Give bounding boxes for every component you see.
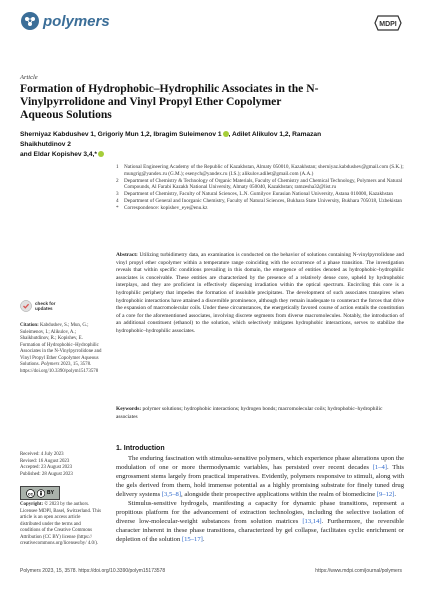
affiliation-item: 3 Department of Chemistry, Faculty of Natural Sciences, L.N. Gumilyov Eurasian National University, Astana 010000, Kazakhstan bbox=[116, 191, 394, 198]
abstract bbox=[116, 252, 404, 336]
authors-line2: and Eldar Kopishev 3,4,* bbox=[20, 151, 97, 158]
citation-link[interactable]: [3,5–8] bbox=[161, 491, 182, 498]
affiliation-item: 4 Department of General and Inorganic Chemistry, Faculty of Natural Sciences, Bukhara State University, Bukhara 705018, Uzbekistan bbox=[116, 197, 402, 204]
affiliation-item: 1 National Engineering Academy of the Republic of Kazakhstan, Almaty 050010, Kazakhstan; sherniyaz.kabdushev@gmail.com (S.K.); mungrig@yandex.ru (G.M.); esenych@yandex.ru (I.S.); alikulov.adilet@gmail.com (A.A.) bbox=[116, 164, 404, 177]
abstract-label: Abstract: bbox=[116, 252, 138, 258]
journal-logo bbox=[20, 10, 110, 32]
footer-citation: Polymers 2023, 15, 3578. https://doi.org/10.3390/polym15173578 bbox=[20, 568, 166, 574]
mdpi-logo-text: MDPI bbox=[379, 21, 397, 28]
keywords bbox=[116, 406, 404, 421]
footer-journal-url[interactable]: https://www.mdpi.com/journal/polymers bbox=[315, 568, 402, 574]
abstract-text: Utilizing turbidimetry data, an examination is conducted on the behavior of solutions containing N-vinylpyrrolidone and vinyl propyl ether copolymer within a temperature range coinciding with the occurrence of a phase transition. The investigation reveals that within specific conditions prevailing in this domain, the emergence of entities denoted as hydrophobic–hydrophilic associates is conceivable. These entities are characterized by the presence of a relatively dense core, upheld by hydrophobic interplays, and they are proficient in effectively dispersing irradiation within the optical spectrum. Encircling this core is a hydrophilic periphery that impedes the formation of insoluble precipitates. The development of such associates transpires when hydrophobic interactions have attained a discernible prominence, although they remain inadequate to counteract the forces that drive the expansion of macromolecular coils. Under these circumstances, the energetically favored course of action entails the constitution of a core for the aforementioned associates, involving discrete segments from diverse macromolecules. Notably, the introduction of an additional constituent (ethanol) to the solution, which selectively mitigates hydrophobic interactions, serves to stabilize the hydrophobic–hydrophilic associates. bbox=[116, 252, 404, 334]
authors-line1: Sherniyaz Kabdushev 1, Grigoriy Mun 1,2, Ibragim Suleimenov 1 bbox=[20, 131, 222, 138]
orcid-icon[interactable] bbox=[98, 151, 104, 157]
author-list bbox=[20, 130, 365, 160]
citation-journal: Polymers bbox=[40, 362, 60, 367]
updates-line1: check for bbox=[35, 301, 56, 306]
date-revised: Revised: 16 August 2023 bbox=[20, 458, 70, 464]
paragraph: Stimulus-sensitive hydrogels, manifesting a capacity for dynamic phase transitions, represent a propitious platform for the advancement of extraction technologies, including the selective isolation of diverse low-molecular-weight substances from solution matrices [13,14]. Furthermore, the reversible character inherent in these phase transitions, characterized by gel collapse, facilitates cyclic enrichment or depletion of the solution [15–17]. bbox=[116, 500, 404, 543]
keywords-text: polymer solutions; hydrophobic interactions; hydrogen bonds; macromolecular coils; hydrophobic–hydrophilic associates bbox=[116, 406, 383, 420]
copyright-label: Copyright: bbox=[20, 502, 44, 507]
journal-name: polymers bbox=[43, 12, 110, 30]
svg-text:cc: cc bbox=[28, 490, 34, 496]
authors-line1b: , Adilet Alikulov 1,2, Ramazan Shaikhutdinov 2 bbox=[20, 131, 322, 148]
cc-by-label: BY bbox=[47, 490, 54, 496]
check-updates-icon bbox=[20, 300, 32, 312]
article-type: Article bbox=[20, 74, 38, 81]
citation-label: Citation: bbox=[20, 323, 39, 328]
by-person-icon bbox=[37, 489, 45, 498]
correspondence: * Correspondence: kopishev_eye@enu.kz bbox=[116, 204, 208, 211]
mdpi-logo bbox=[374, 15, 402, 36]
polymers-logo-icon bbox=[20, 11, 40, 31]
copyright-notice bbox=[20, 502, 102, 548]
citation-link[interactable]: [9–12] bbox=[376, 491, 395, 498]
keywords-label: Keywords: bbox=[116, 406, 142, 412]
cc-license-badge[interactable] bbox=[20, 486, 60, 500]
section-heading: 1. Introduction bbox=[116, 445, 165, 452]
citation-text: Kabdushev, S.; Mun, G.; Suleimenov, I.; Alikulov, A.; Shaikhutdinov, R.; Kopishev, E. Formation of Hydrophobic–Hydrophilic Associates in the N-Vinylpyrrolidone and Vinyl Propyl Ether Copolymer Aqueous Solutions. bbox=[20, 323, 102, 367]
paragraph: The enduring fascination with stimulus-sensitive polymers, which experience phase alterations upon the modulation of one or more thermodynamic variables, has persisted over recent decades [1–4]. This engrossment stems largely from practical imperatives. Evidently, polymers responsive to stimuli, along with the gels derived from them, hold immense potential as a highly promising substrate for finely tuned drug delivery systems [3,5–8], alongside their prospective applications within the realm of biomedicine [9–12]. bbox=[116, 455, 404, 498]
citation-tail[interactable]: 2023, 15, 3578. https://doi.org/10.3390/polym15173578 bbox=[20, 362, 99, 374]
date-received: Received: 4 July 2023 bbox=[20, 452, 64, 457]
mdpi-logo-icon bbox=[374, 15, 402, 31]
affiliation-list bbox=[116, 164, 406, 212]
check-for-updates-badge[interactable] bbox=[20, 300, 55, 312]
introduction-body bbox=[116, 454, 404, 544]
publication-dates bbox=[20, 452, 102, 478]
affiliation-item: 2 Department of Chemistry & Technology of Organic Materials, Faculty of Chemistry and Chemical Technology, Polymers and Natural Compounds, Al Farabi Kazakh National University, Almaty 050040, Kazakhstan; ramzesha32@list.ru bbox=[116, 177, 403, 191]
copyright-text: © 2023 by the authors. Licensee MDPI, Basel, Switzerland. This article is an open access article distributed under the terms and conditions of the Creative Commons Attribution (CC BY) license (https:// creativecommons.org/licenses/by/ 4.0/). bbox=[20, 502, 101, 546]
updates-line2: updates bbox=[35, 306, 53, 311]
citation-link[interactable]: [15–17] bbox=[181, 536, 203, 543]
citation-link[interactable]: [13,14] bbox=[302, 518, 322, 525]
date-published: Published: 28 August 2023 bbox=[20, 471, 73, 477]
cc-icon bbox=[26, 489, 35, 498]
citation-link[interactable]: [1–4] bbox=[372, 464, 387, 471]
article-title: Formation of Hydrophobic–Hydrophilic Associates in the N-Vinylpyrrolidone and Vinyl Propyl Ether Copolymer Aqueous Solutions bbox=[20, 82, 319, 121]
date-accepted: Accepted: 23 August 2023 bbox=[20, 465, 73, 470]
citation-box bbox=[20, 323, 102, 375]
